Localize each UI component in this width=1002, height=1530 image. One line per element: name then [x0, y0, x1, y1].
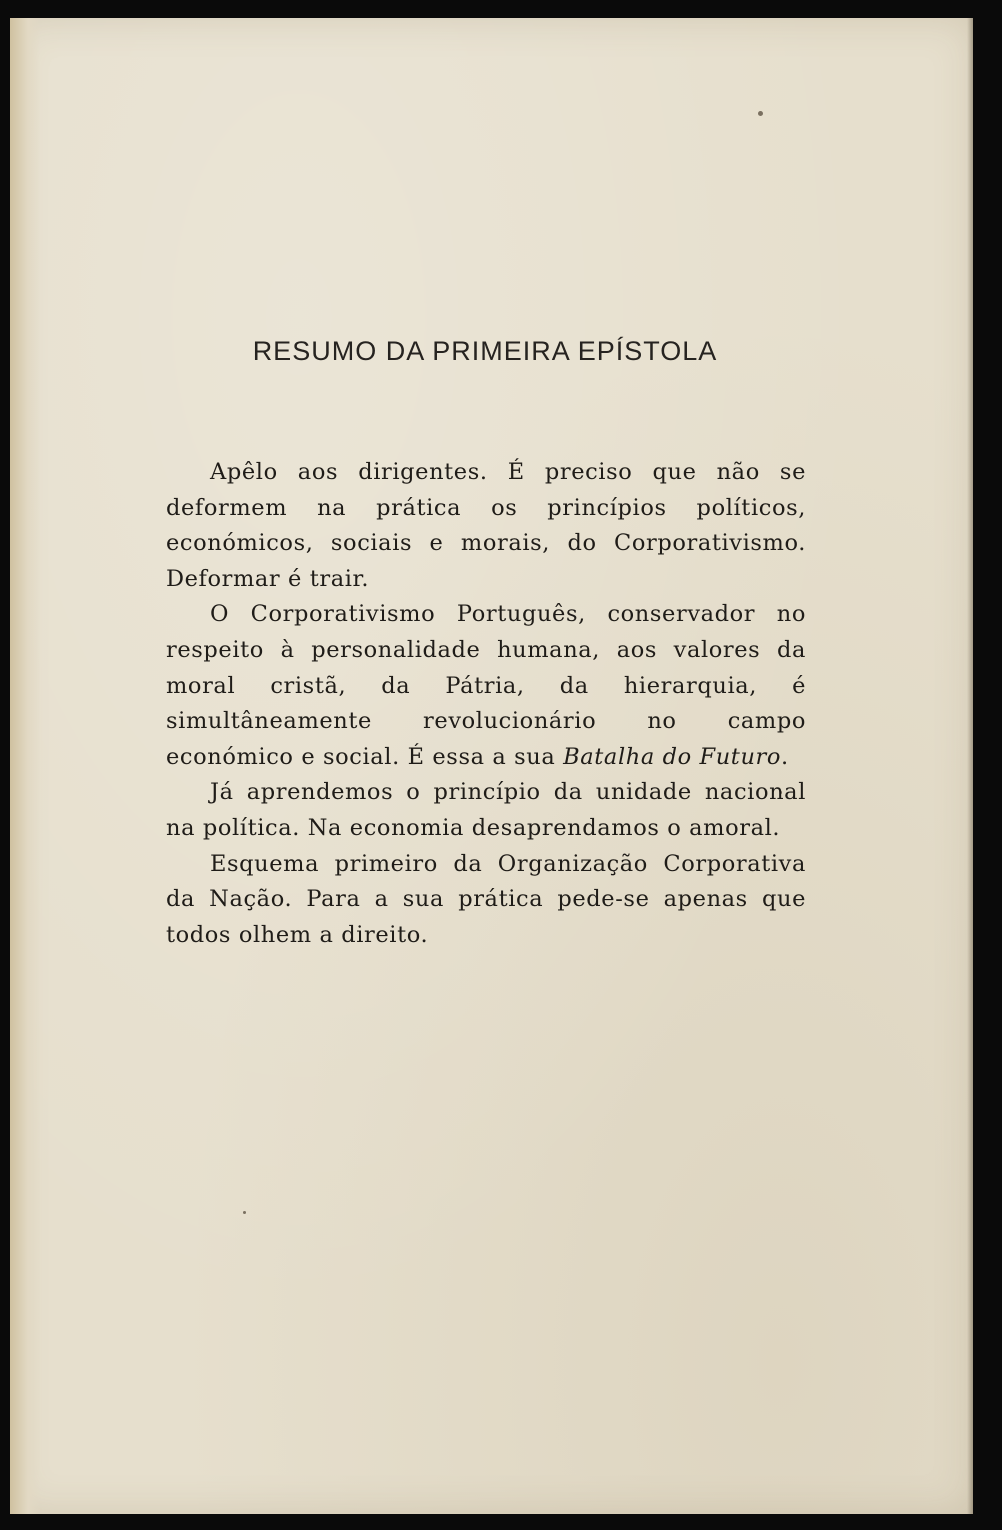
- paragraph-4: Esquema primeiro da Organização Corporativa da Nação. Para a sua prática pede-se apenas que todos olhem a direito.: [166, 850, 806, 948]
- paragraph-2-end: .: [781, 743, 789, 770]
- page-binding-edge: [10, 18, 40, 1514]
- page-title: RESUMO DA PRIMEIRA EPÍSTOLA: [252, 336, 718, 366]
- paragraph-2-italic-phrase: Batalha do Futuro: [563, 743, 782, 770]
- paragraph-2-text: O Corporativismo Português, conservador no respeito à personalidade humana, aos valores da moral cristã, da Pátria, da hierarquia, é simultâneamente revolucionário no campo económico e social. É essa a sua: [166, 601, 806, 770]
- page-right-edge: [967, 18, 973, 1514]
- summary-body: [166, 455, 806, 953]
- paragraph-1: Apêlo aos dirigentes. É preciso que não se deformem na prática os princípios políticos, económicos, sociais e morais, do Corporativismo. Deformar é trair.: [166, 459, 806, 592]
- paper-speck: [758, 111, 763, 116]
- book-page: [10, 18, 973, 1514]
- paragraph-3: Já aprendemos o princípio da unidade nacional na política. Na economia desaprendamos o amoral.: [166, 779, 806, 841]
- paragraph-2: [166, 597, 806, 775]
- paper-speck: [243, 1211, 246, 1214]
